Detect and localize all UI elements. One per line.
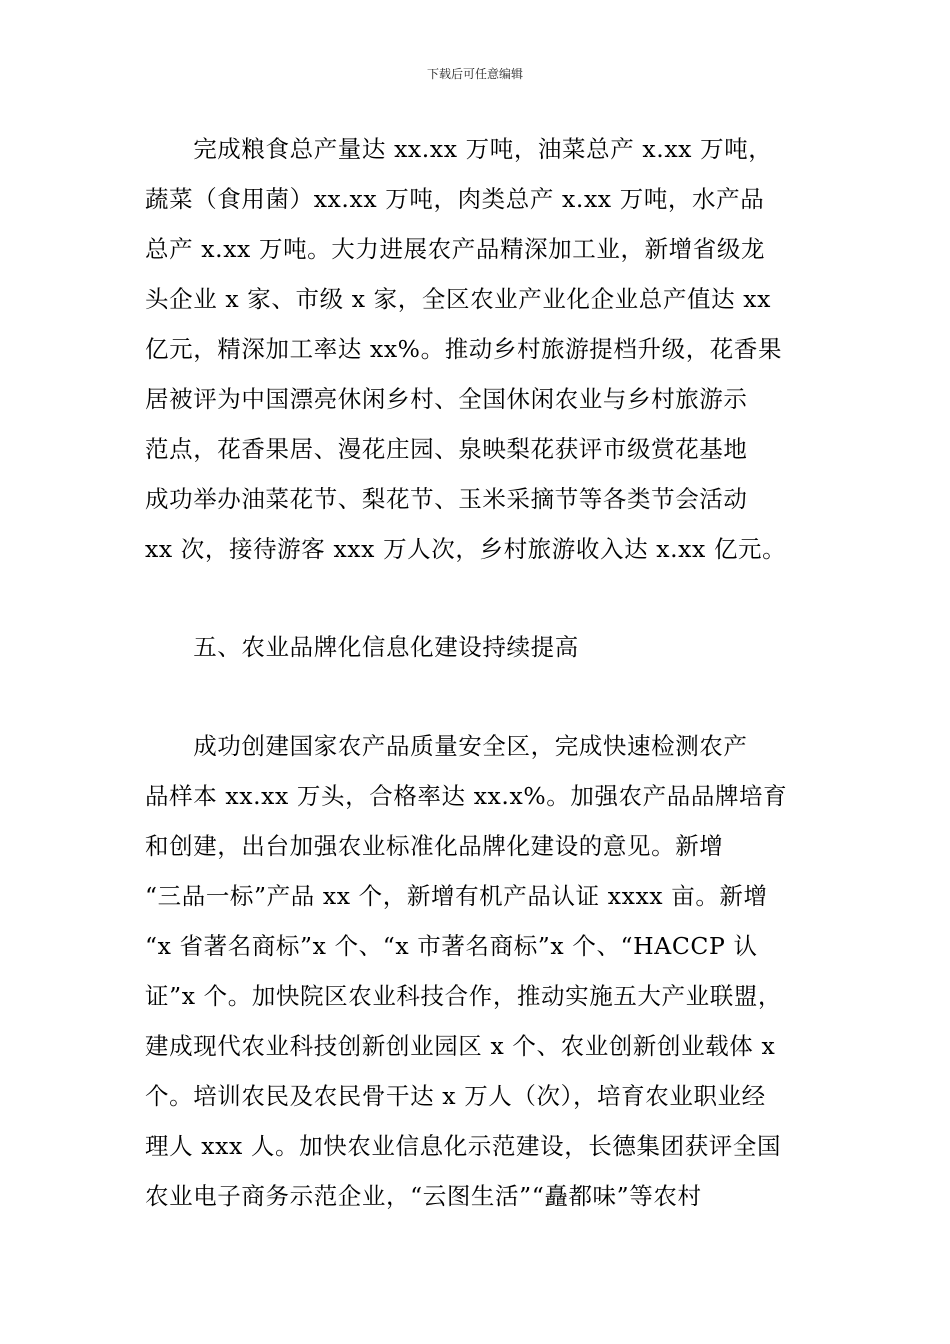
paragraph-line: 建成现代农业科技创新创业园区 x 个、农业创新创业载体 x bbox=[145, 1032, 776, 1060]
paragraph-line: 成功创建国家农产品质量安全区，完成快速检测农产 bbox=[145, 732, 748, 760]
paragraph-line: 农业电子商务示范企业，“云图生活”“矗都味”等农村 bbox=[145, 1182, 702, 1210]
paragraph-line: 品样本 xx.xx 万头，合格率达 xx.x%。加强农产品品牌培育 bbox=[145, 782, 788, 810]
page-header: 下载后可任意编辑 bbox=[426, 67, 523, 81]
paragraph-line: 亿元，精深加工率达 xx%。推动乡村旅游提档升级，花香果 bbox=[145, 335, 783, 363]
paragraph-line: “三品一标”产品 xx 个，新增有机产品认证 xxxx 亩。新增 bbox=[145, 882, 768, 910]
paragraph-line: xx 次，接待游客 xxx 万人次，乡村旅游收入达 x.xx 亿元。 bbox=[145, 535, 787, 563]
paragraph-line: 头企业 x 家、市级 x 家，全区农业产业化企业总产值达 xx bbox=[145, 285, 771, 313]
paragraph-line: 范点，花香果居、漫花庄园、泉映梨花获评市级赏花基地 bbox=[145, 435, 748, 463]
section-heading: 五、农业品牌化信息化建设持续提高 bbox=[145, 633, 579, 661]
paragraph-line: 蔬菜（食用菌）xx.xx 万吨，肉类总产 x.xx 万吨，水产品 bbox=[145, 185, 765, 213]
paragraph-line: 总产 x.xx 万吨。大力进展农产品精深加工业，新增省级龙 bbox=[145, 235, 766, 263]
paragraph-line: 证”x 个。加快院区农业科技合作，推动实施五大产业联盟， bbox=[145, 982, 783, 1010]
paragraph-line: 成功举办油菜花节、梨花节、玉米采摘节等各类节会活动 bbox=[145, 485, 748, 513]
paragraph-line: 个。培训农民及农民骨干达 x 万人（次），培育农业职业经 bbox=[145, 1082, 766, 1110]
paragraph-line: “x 省著名商标”x 个、“x 市著名商标”x 个、“HACCP 认 bbox=[145, 932, 758, 960]
paragraph-line: 居被评为中国漂亮休闲乡村、全国休闲农业与乡村旅游示 bbox=[145, 385, 748, 413]
paragraph-line: 完成粮食总产量达 xx.xx 万吨，油菜总产 x.xx 万吨， bbox=[145, 135, 773, 163]
paragraph-line: 理人 xxx 人。加快农业信息化示范建设，长德集团获评全国 bbox=[145, 1132, 782, 1160]
paragraph-line: 和创建，出台加强农业标准化品牌化建设的意见。新增 bbox=[145, 832, 724, 860]
